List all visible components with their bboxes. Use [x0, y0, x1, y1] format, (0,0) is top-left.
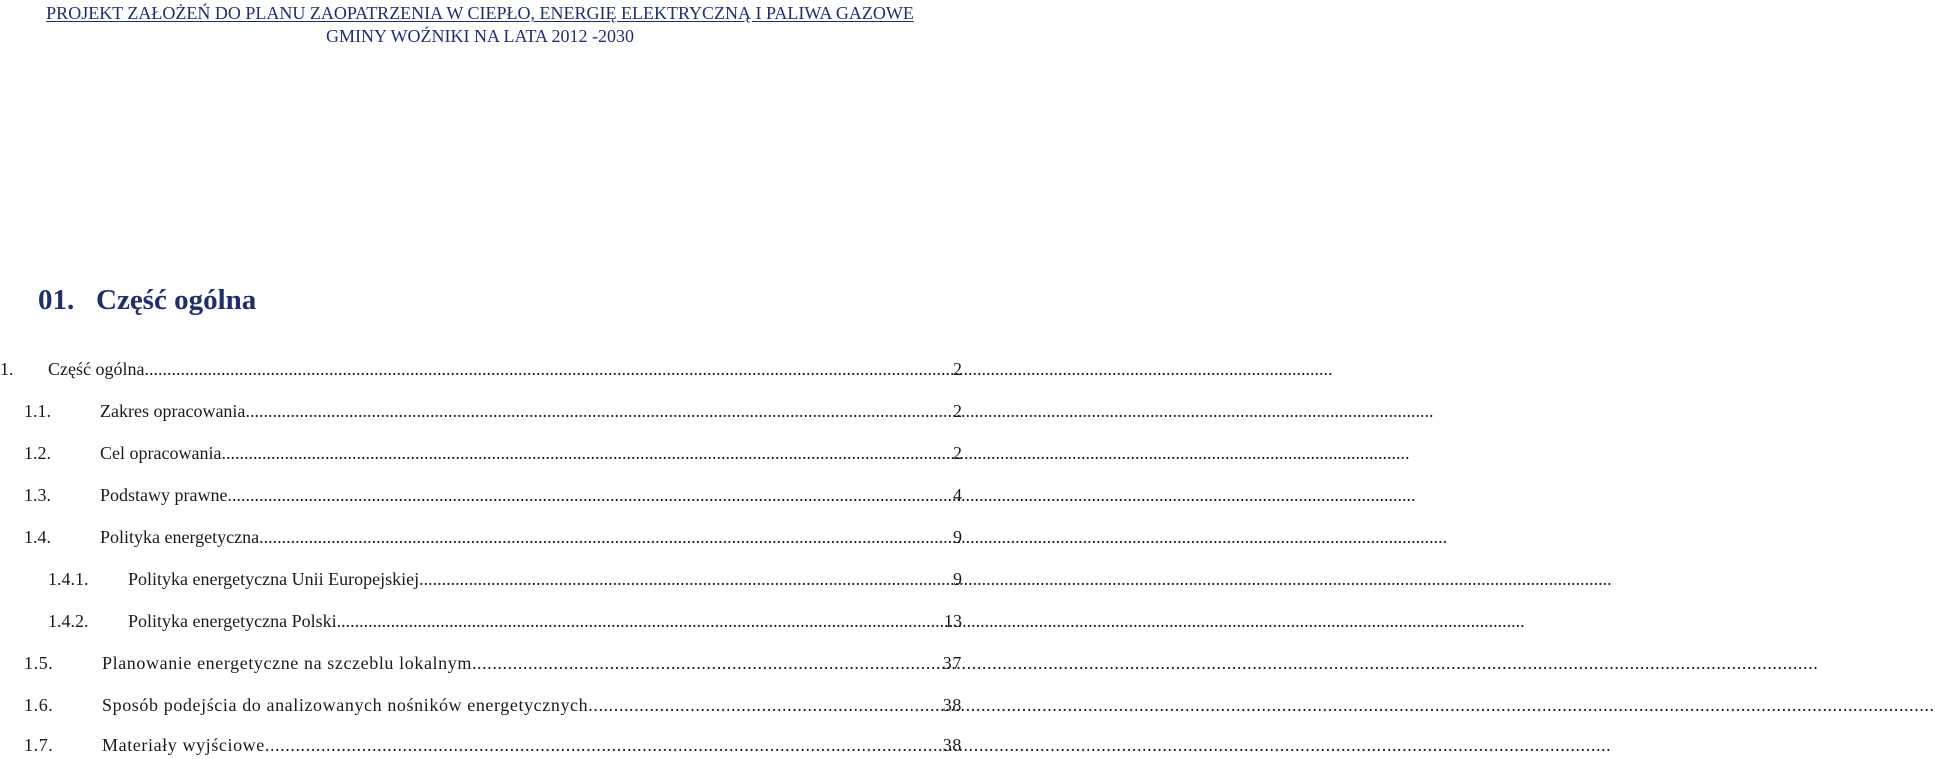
toc-dot-leader: [337, 607, 942, 635]
document-header: [0, 2, 960, 48]
section-heading: [38, 280, 256, 320]
toc-entry-title: Cel opracowania: [100, 443, 222, 463]
toc-dot-leader: [259, 523, 951, 551]
toc-entry-title: Planowanie energetyczne na szczeblu lokalnym: [102, 653, 472, 673]
header-title-line1: PROJEKT ZAŁOŻEŃ DO PLANU ZAOPATRZENIA W CIEPŁO, ENERGIĘ ELEKTRYCZNĄ I PALIWA GAZOWE: [46, 3, 914, 23]
toc-entry-title: Część ogólna: [48, 359, 145, 379]
section-number: 01.: [38, 284, 75, 316]
toc-entry-1-1[interactable]: [24, 397, 962, 425]
header-title-line2: GMINY WOŹNIKI NA LATA 2012 -2030: [325, 26, 635, 46]
toc-entry-page: 2: [953, 401, 962, 421]
toc-entry-1-5[interactable]: [24, 649, 962, 677]
toc-dot-leader: [227, 481, 951, 509]
toc-entry-1-6[interactable]: [24, 691, 962, 719]
toc-entry-1-3[interactable]: [24, 481, 962, 509]
toc-dot-leader: [424, 565, 951, 593]
toc-entry-title: Sposób podejścia do analizowanych nośników energetycznych: [102, 695, 589, 715]
toc-entry-page: 4: [953, 485, 962, 505]
toc-entry-title: Podstawy prawne: [100, 485, 228, 505]
toc-dot-leader: [144, 355, 951, 383]
toc-dot-leader: [265, 731, 941, 759]
toc-entry-number: 1.4.1.: [48, 569, 89, 589]
toc-entry-page: 38: [942, 695, 962, 715]
toc-dot-leader: [245, 397, 951, 425]
toc-entry-page: 38: [942, 735, 962, 755]
toc-entry-number: 1.1.: [24, 401, 51, 421]
toc-entry-page: 9: [953, 527, 962, 547]
toc-dot-leader: [221, 439, 951, 467]
toc-entry-number: 1.5.: [24, 653, 54, 673]
toc-entry-number: 1.3.: [24, 485, 51, 505]
toc-entry-page: 37: [942, 653, 962, 673]
toc-dot-leader: [472, 649, 941, 677]
toc-entry-number: 1.4.2.: [48, 611, 89, 631]
toc-entry-page: 9: [953, 569, 962, 589]
toc-entry-number: 1.2.: [24, 443, 51, 463]
toc-entry-number: 1.6.: [24, 695, 54, 715]
toc-entry-page: 2: [953, 443, 962, 463]
toc-entry-page: 13: [944, 611, 962, 631]
toc-entry-1-4[interactable]: [24, 523, 962, 551]
toc-entry-title: Polityka energetyczna Polski: [128, 611, 337, 631]
toc-entry-1-7[interactable]: [24, 731, 962, 759]
section-title: Część ogólna: [96, 284, 257, 316]
toc-entry-title: Zakres opracowania: [100, 401, 246, 421]
toc-entry-number: 1.: [0, 359, 14, 379]
toc-entry-1-2[interactable]: [24, 439, 962, 467]
toc-entry-1[interactable]: [0, 355, 962, 383]
toc-entry-1-4-1[interactable]: [48, 565, 962, 593]
toc-dot-leader: [588, 691, 941, 719]
toc-entry-title: Materiały wyjściowe: [102, 735, 265, 755]
toc-entry-number: 1.4.: [24, 527, 51, 547]
toc-entry-title: Polityka energetyczna Unii Europejskiej.: [128, 569, 424, 589]
toc-entry-page: 2: [953, 359, 962, 379]
toc-entry-number: 1.7.: [24, 735, 54, 755]
toc-entry-1-4-2[interactable]: [48, 607, 962, 635]
toc-entry-title: Polityka energetyczna: [100, 527, 260, 547]
